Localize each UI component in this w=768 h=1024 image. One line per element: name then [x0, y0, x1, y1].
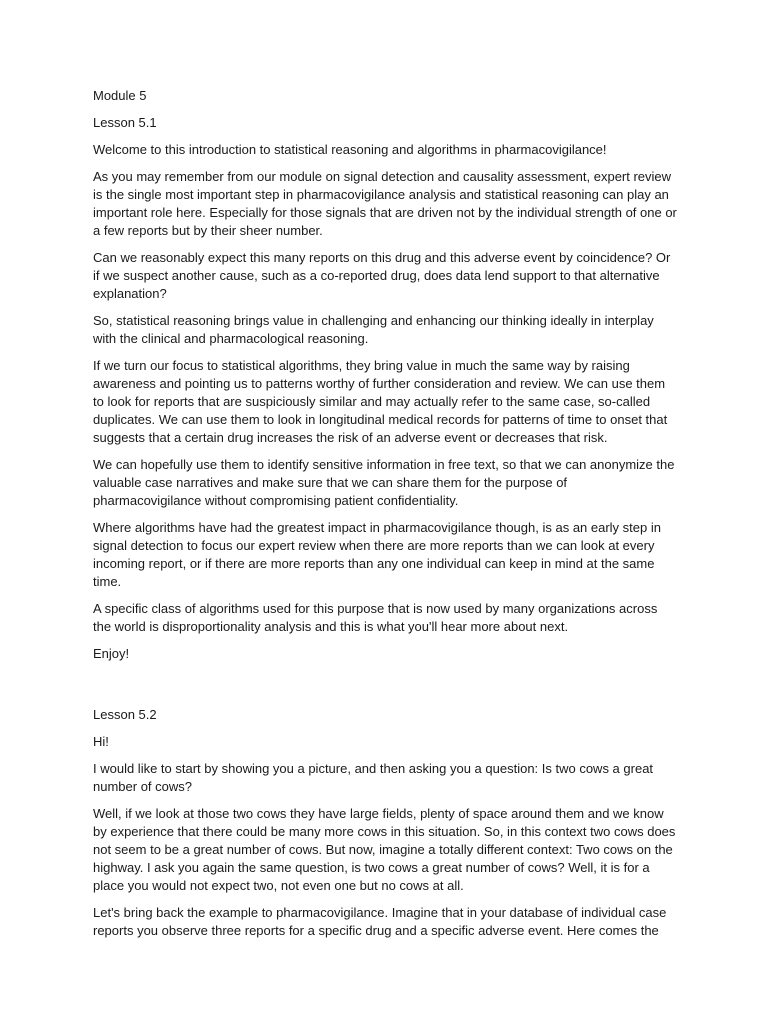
paragraph: A specific class of algorithms used for this purpose that is now used by many organizations across the world is disproportionality analysis and this is what you'll hear more about next. [93, 601, 658, 634]
paragraph: Where algorithms have had the greatest impact in pharmacovigilance though, is as an early step in signal detection to focus our expert review when there are more reports than we can look at every incoming report, or if there are more reports than any one individual can keep in mind at the same time. [93, 520, 661, 589]
paragraph: If we turn our focus to statistical algorithms, they bring value in much the same way by raising awareness and pointing us to patterns worthy of further consideration and review. We can use them to look for reports that are suspiciously similar and may actually refer to the same case, so-called duplicates. We can use them to look in longitudinal medical records for patterns of time to onset that suggests that a certain drug increases the risk of an adverse event or decreases that risk. [93, 358, 668, 445]
paragraph: Hi! [93, 734, 109, 749]
paragraph: Welcome to this introduction to statistical reasoning and algorithms in pharmacovigilance! [93, 142, 607, 157]
paragraph: So, statistical reasoning brings value in challenging and enhancing our thinking ideally in interplay with the clinical and pharmacological reasoning. [93, 313, 654, 346]
lesson-title: Lesson 5.1 [93, 115, 157, 130]
paragraph: As you may remember from our module on signal detection and causality assessment, expert review is the single most important step in pharmacovigilance analysis and statistical reasoning can play an important role here. Especially for those signals that are driven not by the individual strength of one or a few reports but by their sheer number. [93, 169, 677, 238]
paragraph: Well, if we look at those two cows they have large fields, plenty of space around them and we know by experience that there could be many more cows in this situation. So, in this context two cows does not seem to be a great number of cows. But now, imagine a totally different context: Two cows on the highway. I ask you again the same question, is two cows a great number of cows? Well, it is for a place you would not expect two, not even one but no cows at all. [93, 806, 676, 893]
paragraph: We can hopefully use them to identify sensitive information in free text, so that we can anonymize the valuable case narratives and make sure that we can share them for the purpose of pharmacovigilance without compromising patient confidentiality. [93, 457, 675, 508]
paragraph: Can we reasonably expect this many reports on this drug and this adverse event by coincidence? Or if we suspect another cause, such as a co-reported drug, does data lend support to that alternative explanation? [93, 250, 671, 301]
paragraph: I would like to start by showing you a picture, and then asking you a question: Is two cows a great number of cows? [93, 761, 654, 794]
module-title: Module 5 [93, 88, 147, 103]
paragraph: Let's bring back the example to pharmacovigilance. Imagine that in your database of individual case reports you observe three reports for a specific drug and a specific adverse event. Here comes the [93, 905, 667, 938]
section-spacer [93, 672, 678, 706]
paragraph: Enjoy! [93, 646, 130, 661]
lesson-title: Lesson 5.2 [93, 707, 157, 722]
